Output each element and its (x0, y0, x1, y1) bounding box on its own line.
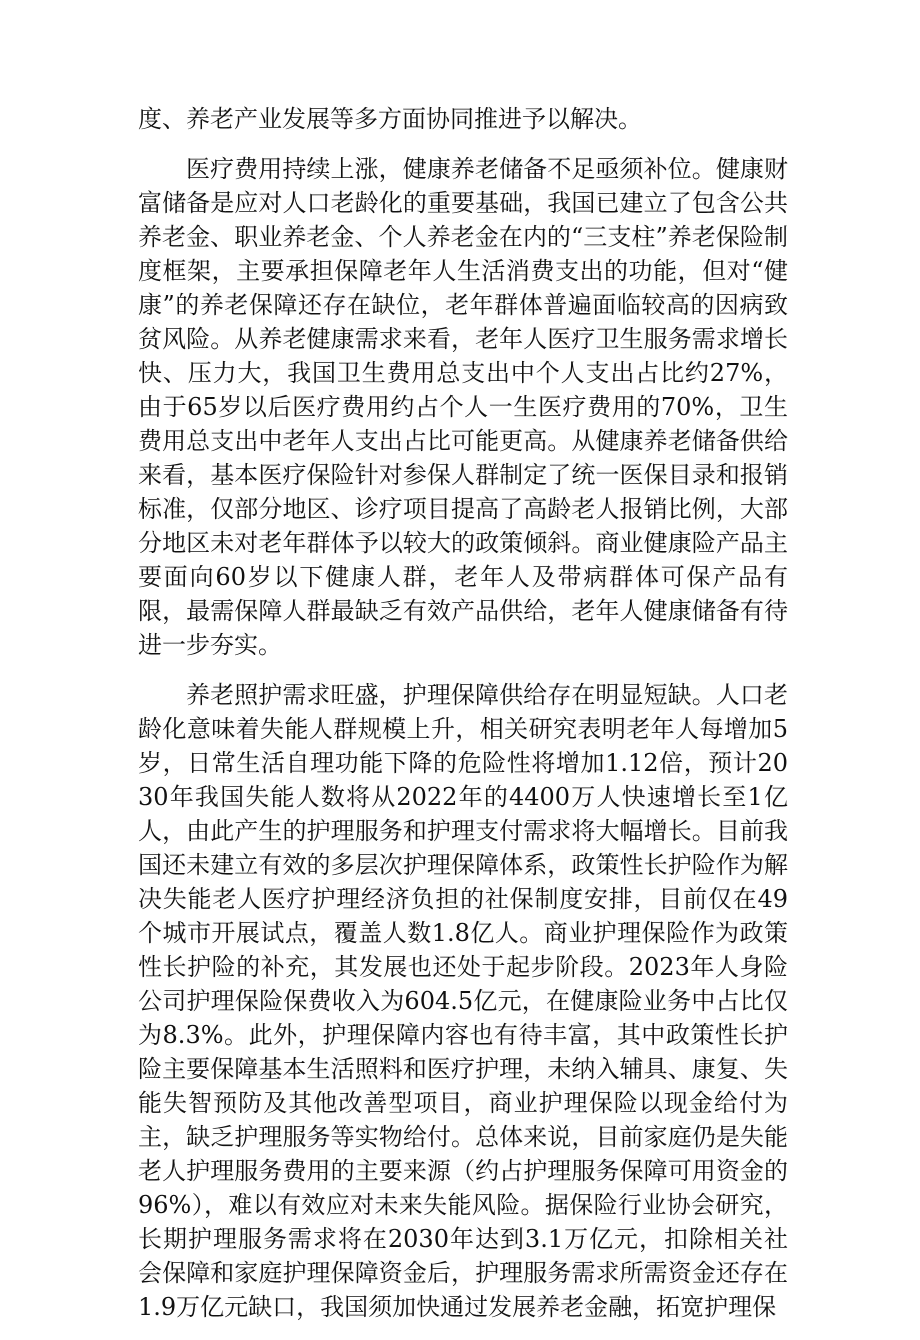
document-body (138, 102, 788, 1340)
paragraph-health-reserve: 医疗费用持续上涨，健康养老储备不足亟须补位。健康财富储备是应对人口老龄化的重要基础，我国已建立了包含公共养老金、职业养老金、个人养老金在内的“三支柱”养老保险制度框架，主要承担保障老年人生活消费支出的功能，但对“健康”的养老保障还存在缺位，老年群体普遍面临较高的因病致贫风险。从养老健康需求来看，老年人医疗卫生服务需求增长快、压力大，我国卫生费用总支出中个人支出占比约27%，由于65岁以后医疗费用约占个人一生医疗费用的70%，卫生费用总支出中老年人支出占比可能更高。从健康养老储备供给来看，基本医疗保险针对参保人群制定了统一医保目录和报销标准，仅部分地区、诊疗项目提高了高龄老人报销比例，大部分地区未对老年群体予以较大的政策倾斜。商业健康险产品主要面向60岁以下健康人群，老年人及带病群体可保产品有限，最需保障人群最缺乏有效产品供给，老年人健康储备有待进一步夯实。 (138, 155, 788, 659)
paragraph-care-security: 养老照护需求旺盛，护理保障供给存在明显短缺。人口老龄化意味着失能人群规模上升，相关研究表明老年人每增加5岁，日常生活自理功能下降的危险性将增加1.12倍，预计2030年我国失能人数将从2022年的4400万人快速增长至1亿人，由此产生的护理服务和护理支付需求将大幅增长。目前我国还未建立有效的多层次护理保障体系，政策性长护险作为解决失能老人医疗护理经济负担的社保制度安排，目前仅在49个城市开展试点，覆盖人数1.8亿人。商业护理保险作为政策性长护险的补充，其发展也还处于起步阶段。2023年人身险公司护理保险保费收入为604.5亿元，在健康险业务中占比仅为8.3%。此外，护理保障内容也有待丰富，其中政策性长护险主要保障基本生活照料和医疗护理，未纳入辅具、康复、失能失智预防及其他改善型项目，商业护理保险以现金给付为主，缺乏护理服务等实物给付。总体来说，目前家庭仍是失能老人护理服务费用的主要来源（约占护理服务保障可用资金的96%），难以有效应对未来失能风险。据保险行业协会研究，长期护理服务需求将在2030年达到3.1万亿元，扣除相关社会保障和家庭护理保障资金后，护理服务需求所需资金还存在1.9万亿元缺口，我国须加快通过发展养老金融，拓宽护理保 (138, 681, 788, 1321)
paragraph-continuation: 度、养老产业发展等多方面协同推进予以解决。 (138, 105, 642, 133)
